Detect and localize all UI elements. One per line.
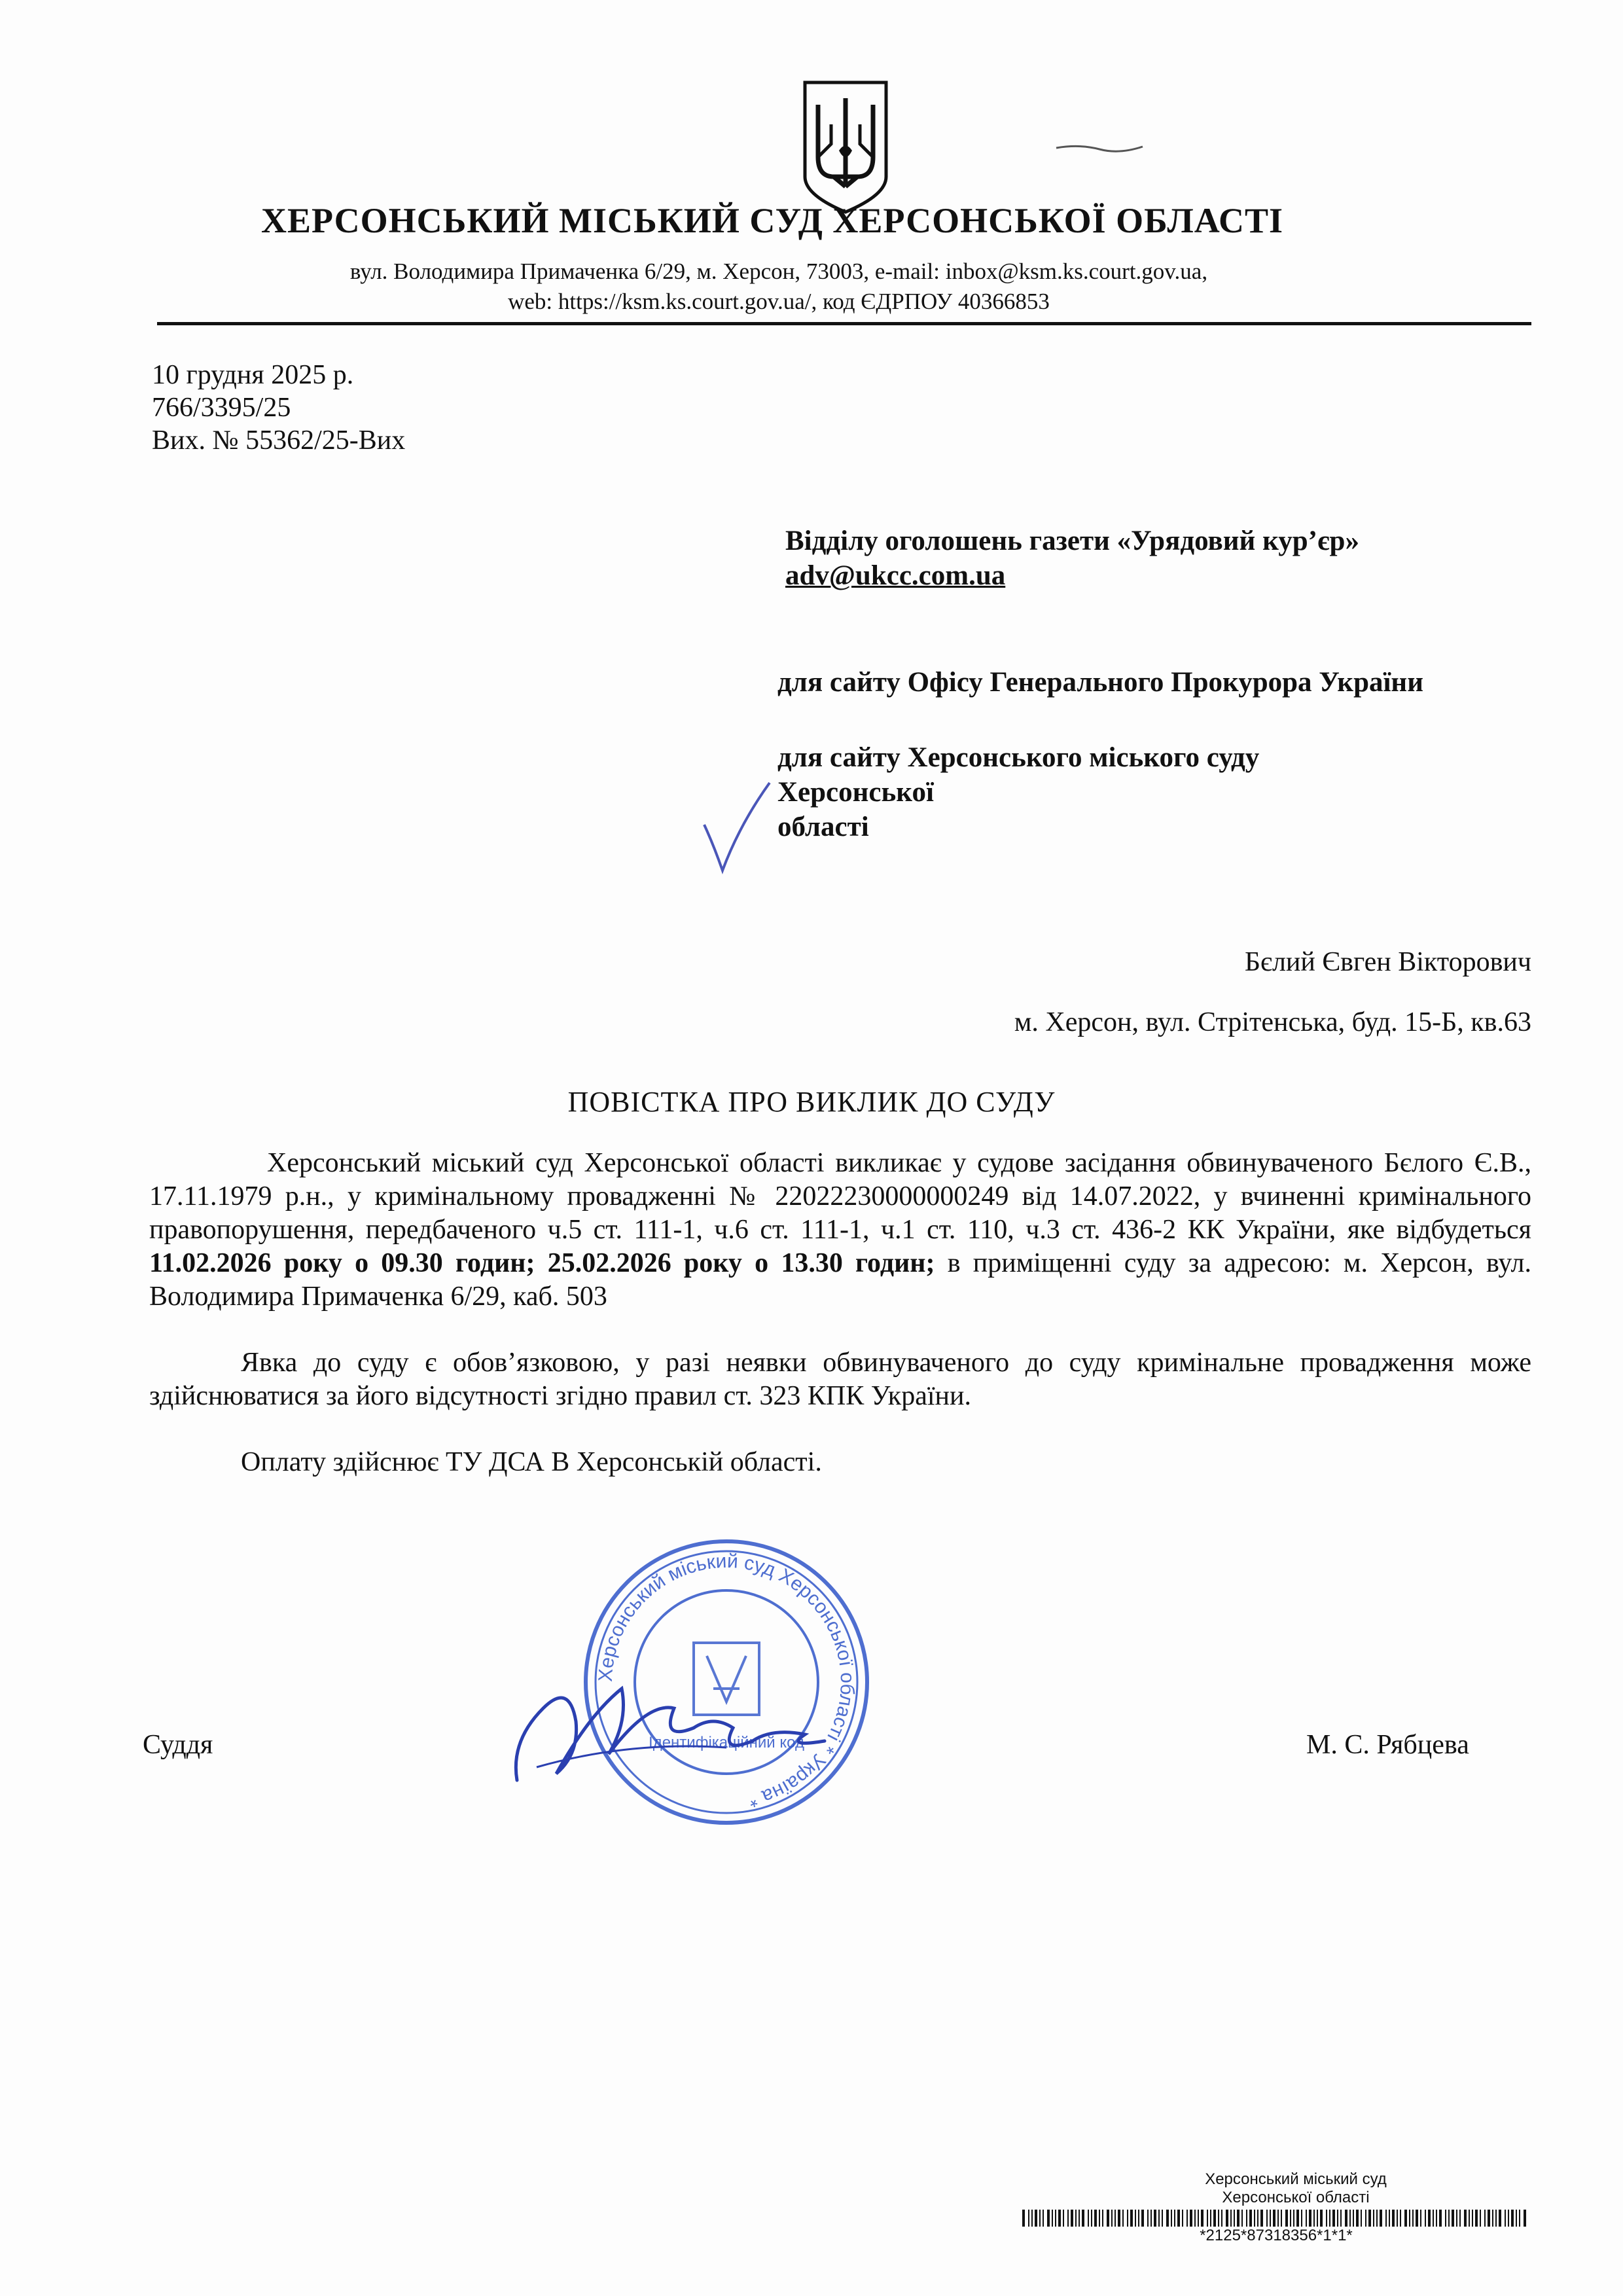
- pencil-mark: [1054, 136, 1145, 156]
- judge-label: Суддя: [143, 1730, 213, 1760]
- tryzub-emblem-icon: [800, 79, 891, 216]
- recipient-newspaper-email: adv@ukcc.com.ua: [785, 560, 1006, 591]
- recipient-prosecutor-site: для сайту Офісу Генерального Прокурора України: [777, 667, 1423, 698]
- barcode: [1022, 2210, 1526, 2227]
- recipient-court-site: [777, 740, 1423, 844]
- summons-location: в приміщенні суду за адресою: м. Херсон, вул. Володимира Примаченка 6/29, каб. 503: [149, 1248, 1531, 1312]
- judge-signature: [497, 1643, 838, 1800]
- barcode-text: *2125*87318356*1*1*: [1200, 2227, 1353, 2244]
- addressee-address: м. Херсон, вул. Стрітенська, буд. 15-Б, кв.63: [1014, 1007, 1531, 1037]
- outgoing-number: Вих. № 55362/25-Вих: [152, 425, 406, 456]
- document-meta: [152, 359, 405, 457]
- court-name: ХЕРСОНСЬКИЙ МІСЬКИЙ СУД ХЕРСОНСЬКОЇ ОБЛАСТІ: [260, 201, 1284, 240]
- checkmark-icon: [700, 779, 772, 877]
- footer-court-line2: Херсонської області: [1222, 2189, 1370, 2206]
- footer-court: [1152, 2170, 1440, 2207]
- hearing-dates: 11.02.2026 року о 09.30 годин; 25.02.2026 року о 13.30 годин;: [149, 1248, 935, 1278]
- stamp-inner-text: Ідентифікаційний код: [649, 1734, 804, 1751]
- body-paragraph-summons: [149, 1147, 1531, 1314]
- judge-name: М. С. Рябцева: [1306, 1730, 1469, 1760]
- addressee: [1014, 932, 1531, 1052]
- summons-text: Херсонський міський суд Херсонської області викликає у судове засідання обвинуваченого Бєлого Є.В., 17.11.1979 р.н., у кримінальному провадженні № 22022230000000249 від 14.07.2022, у вчиненні кримінального правопорушення, передбаченого ч.5 ст. 111-1, ч.6 ст. 111-1, ч.1 ст. 110, ч.3 ст. 436-2 КК України, яке відбудеться: [149, 1148, 1531, 1245]
- recipient-court-site-line1: для сайту Херсонського міського суду: [777, 742, 1260, 773]
- court-address: [196, 257, 1361, 317]
- recipient-court-site-line3: області: [777, 812, 869, 842]
- body-paragraph-attendance: Явка до суду є обов’язковою, у разі неявки обвинуваченого до суду кримінальне провадження може здійснюватися за його відсутності згідно правил ст. 323 КПК України.: [149, 1348, 1531, 1411]
- document-body: [149, 1147, 1531, 1512]
- stamp-outer-text: Херсонський міський суд Херсонської області * Україна *: [594, 1550, 859, 1812]
- court-address-line2: web: https://ksm.ks.court.gov.ua/, код ЄДРПОУ 40366853: [508, 289, 1050, 314]
- case-number: 766/3395/25: [152, 393, 291, 423]
- document-date: 10 грудня 2025 р.: [152, 360, 354, 390]
- recipient-court-site-line2: Херсонської: [777, 777, 934, 808]
- recipients: [777, 524, 1423, 894]
- header-divider: [157, 322, 1531, 325]
- footer-court-line1: Херсонський міський суд: [1205, 2170, 1387, 2188]
- recipient-newspaper: Відділу оголошень газети «Урядовий кур’єр»: [785, 526, 1359, 556]
- body-paragraph-payment: Оплату здійснює ТУ ДСА В Херсонській області.: [241, 1447, 822, 1477]
- court-address-line1: вул. Володимира Примаченка 6/29, м. Херсон, 73003, e-mail: inbox@ksm.ks.court.gov.ua,: [349, 259, 1208, 284]
- addressee-name: Бєлий Євген Вікторович: [1244, 947, 1531, 977]
- document-title: ПОВІСТКА ПРО ВИКЛИК ДО СУДУ: [567, 1086, 1056, 1118]
